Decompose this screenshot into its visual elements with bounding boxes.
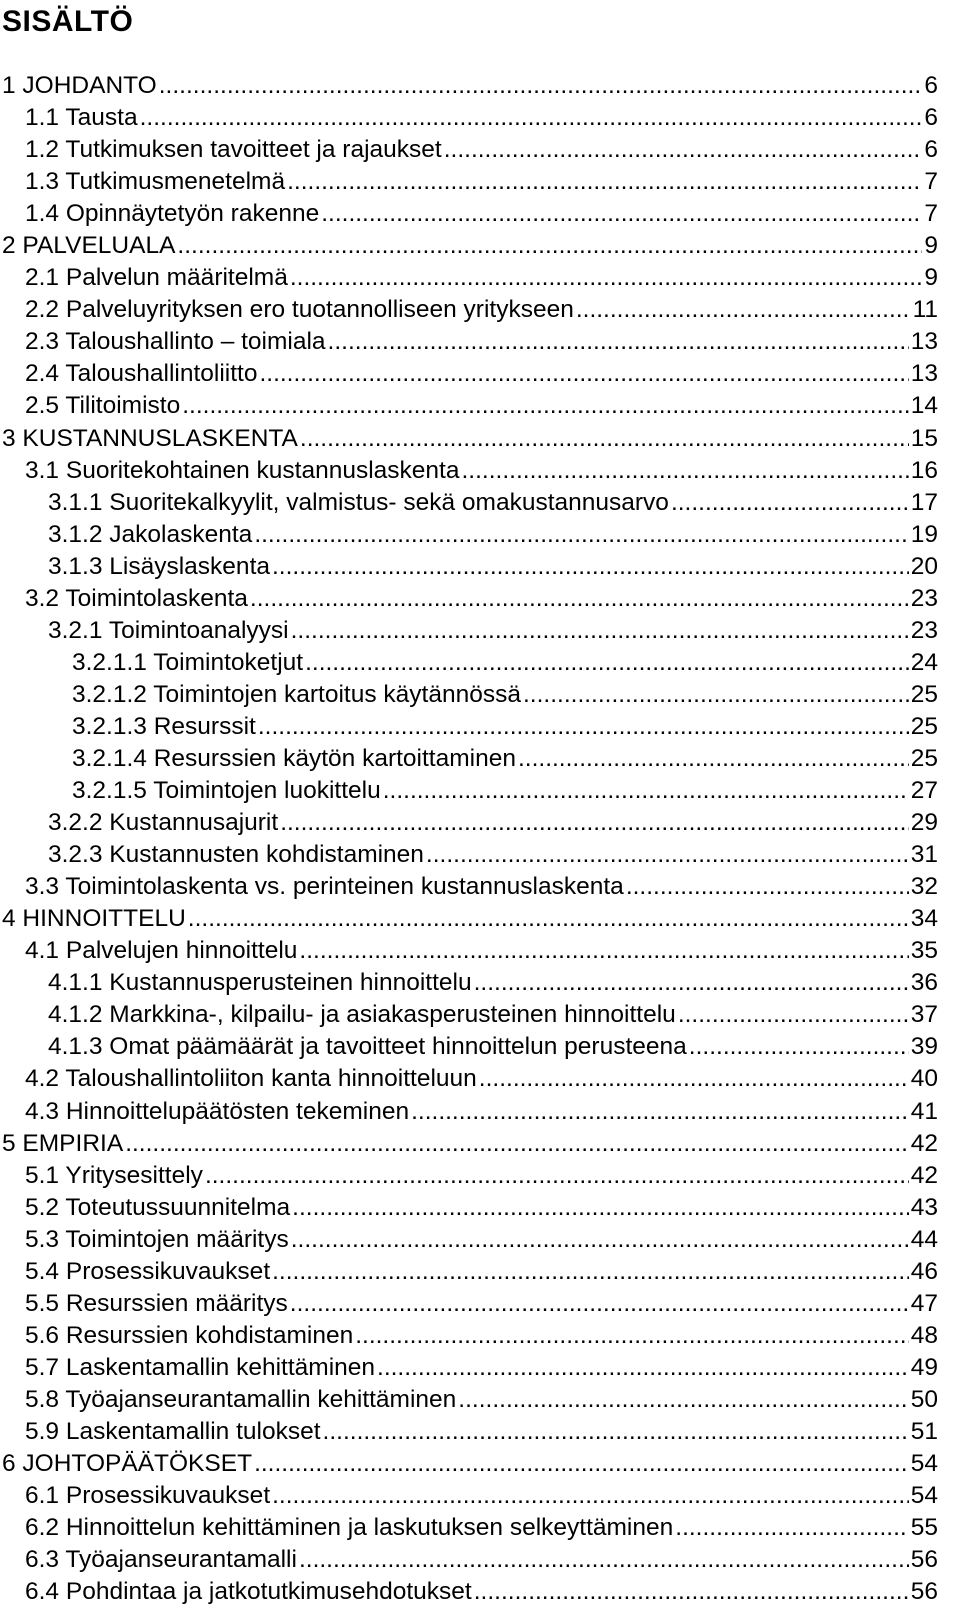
toc-entry-page-number: 7 (924, 200, 938, 228)
dot-leader (290, 1288, 909, 1320)
toc-entry-label: 5.4 Prosessikuvaukset (25, 1257, 271, 1285)
toc-entry-label: 4.1.2 Markkina-, kilpailu- ja asiakasperusteinen hinnoittelu (48, 1001, 676, 1029)
toc-entry[interactable] (0, 455, 938, 487)
toc-entry-label: 3.1 Suoritekohtainen kustannuslaskenta (25, 456, 460, 484)
toc-entry[interactable] (0, 903, 938, 935)
toc-entry-label: 5.5 Resurssien määritys (25, 1289, 288, 1317)
toc-entry-label: 4.1.1 Kustannusperusteinen hinnoittelu (48, 969, 472, 997)
toc-entry-page-number: 13 (910, 360, 938, 388)
toc-entry-page-number: 11 (912, 296, 938, 324)
dot-leader (205, 1160, 909, 1192)
toc-entry-page-number: 36 (910, 969, 938, 997)
toc-entry[interactable] (0, 839, 938, 871)
toc-entry-page-number: 27 (910, 777, 938, 805)
toc-entry-page-number: 9 (924, 232, 938, 260)
toc-entry[interactable] (0, 70, 938, 102)
toc-entry-label: 4.3 Hinnoittelupäätösten tekeminen (25, 1097, 410, 1125)
toc-entry-page-number: 41 (910, 1097, 938, 1125)
dot-leader (626, 871, 909, 903)
toc-entry-label: 6.3 Työajanseurantamalli (25, 1546, 297, 1574)
toc-entry-page-number: 51 (910, 1417, 938, 1445)
toc-entry-label: 3.3 Toimintolaskenta vs. perinteinen kustannuslaskenta (25, 873, 624, 901)
table-of-contents (0, 70, 938, 1608)
toc-entry-label: 1.3 Tutkimusmenetelmä (25, 168, 286, 196)
dot-leader (254, 1448, 909, 1480)
dot-leader (291, 615, 909, 647)
toc-entry[interactable] (0, 711, 938, 743)
toc-entry-page-number: 54 (910, 1482, 938, 1510)
dot-leader (254, 519, 908, 551)
dot-leader (479, 1063, 909, 1095)
toc-entry-page-number: 40 (910, 1065, 938, 1093)
toc-entry[interactable] (0, 230, 938, 262)
toc-entry-label: 5.6 Resurssien kohdistaminen (25, 1321, 354, 1349)
dot-leader (411, 1096, 909, 1128)
toc-entry-label: 4.1.3 Omat päämäärät ja tavoitteet hinnoittelun perusteena (48, 1033, 687, 1061)
toc-entry[interactable] (0, 423, 938, 455)
toc-entry[interactable] (0, 551, 938, 583)
toc-entry[interactable] (0, 358, 938, 390)
dot-leader (159, 70, 923, 102)
toc-entry-page-number: 23 (910, 584, 938, 612)
toc-entry-page-number: 17 (910, 488, 938, 516)
toc-entry-page-number: 13 (910, 328, 938, 356)
toc-entry-page-number: 7 (924, 168, 938, 196)
toc-entry-label: 6.4 Pohdintaa ja jatkotutkimusehdotukset (25, 1578, 472, 1606)
toc-entry[interactable] (0, 294, 938, 326)
toc-entry[interactable] (0, 615, 938, 647)
dot-leader (299, 935, 908, 967)
toc-entry[interactable] (0, 647, 938, 679)
dot-leader (474, 967, 909, 999)
toc-entry-label: 5.3 Toimintojen määritys (25, 1225, 289, 1253)
toc-entry-label: 1.1 Tausta (25, 104, 138, 132)
dot-leader (177, 230, 922, 262)
dot-leader (383, 775, 909, 807)
dot-leader (125, 1128, 909, 1160)
toc-entry-page-number: 56 (910, 1578, 938, 1606)
toc-entry-label: 3.2.1.3 Resurssit (72, 712, 256, 740)
toc-entry-label: 5 EMPIRIA (2, 1129, 124, 1157)
dot-leader (377, 1352, 909, 1384)
dot-leader (299, 1544, 909, 1576)
toc-entry[interactable] (0, 1512, 938, 1544)
toc-entry-label: 1.4 Opinnäytetyön rakenne (25, 200, 320, 228)
dot-leader (258, 711, 909, 743)
toc-entry[interactable] (0, 1192, 938, 1224)
toc-entry[interactable] (0, 583, 938, 615)
toc-entry[interactable] (0, 1480, 938, 1512)
toc-entry[interactable] (0, 519, 938, 551)
dot-leader (305, 647, 909, 679)
dot-leader (426, 839, 909, 871)
dot-leader (444, 134, 923, 166)
toc-entry-page-number: 29 (910, 809, 938, 837)
toc-entry-page-number: 42 (910, 1161, 938, 1189)
dot-leader (188, 903, 909, 935)
toc-entry-label: 6.1 Prosessikuvaukset (25, 1482, 271, 1510)
toc-entry-label: 5.9 Laskentamallin tulokset (25, 1417, 321, 1445)
dot-leader (323, 1416, 909, 1448)
toc-entry-page-number: 9 (924, 264, 938, 292)
toc-entry[interactable] (0, 166, 938, 198)
toc-entry[interactable] (0, 1224, 938, 1256)
toc-entry[interactable] (0, 487, 938, 519)
dot-leader (290, 262, 923, 294)
toc-entry[interactable] (0, 999, 938, 1031)
toc-entry-page-number: 44 (910, 1225, 938, 1253)
toc-entry-label: 3.1.2 Jakolaskenta (48, 520, 253, 548)
toc-entry-page-number: 6 (924, 104, 938, 132)
toc-entry-label: 3.2.1.1 Toimintoketjut (72, 648, 304, 676)
dot-leader (300, 423, 909, 455)
dot-leader (523, 679, 909, 711)
toc-entry-label: 2.5 Tilitoimisto (25, 392, 181, 420)
toc-entry-label: 2 PALVELUALA (2, 232, 176, 260)
toc-entry[interactable] (0, 871, 938, 903)
toc-entry-label: 1 JOHDANTO (2, 72, 157, 99)
toc-entry-label: 3.2.1.2 Toimintojen kartoitus käytännössä (72, 680, 521, 708)
toc-entry-page-number: 48 (910, 1321, 938, 1349)
toc-entry[interactable] (0, 1416, 938, 1448)
toc-entry-page-number: 32 (910, 873, 938, 901)
dot-leader (675, 1512, 908, 1544)
toc-entry-label: 2.4 Taloushallintoliitto (25, 360, 258, 388)
dot-leader (291, 1224, 909, 1256)
dot-leader (355, 1320, 909, 1352)
toc-entry-page-number: 47 (910, 1289, 938, 1317)
toc-entry[interactable] (0, 1448, 938, 1480)
toc-entry-label: 3.2.1.5 Toimintojen luokittelu (72, 777, 381, 805)
toc-entry-page-number: 6 (924, 72, 938, 99)
toc-entry[interactable] (0, 326, 938, 358)
toc-entry-label: 4 HINNOITTELU (2, 905, 186, 933)
dot-leader (259, 358, 908, 390)
toc-entry[interactable] (0, 102, 938, 134)
dot-leader (182, 390, 909, 422)
toc-entry[interactable] (0, 1384, 938, 1416)
toc-entry-label: 4.2 Taloushallintoliiton kanta hinnoitteluun (25, 1065, 477, 1093)
toc-entry-label: 3.2.2 Kustannusajurit (48, 809, 279, 837)
toc-entry-label: 3.2.1 Toimintoanalyysi (48, 616, 289, 644)
toc-entry-page-number: 25 (910, 744, 938, 772)
toc-entry-page-number: 55 (910, 1514, 938, 1542)
dot-leader (140, 102, 923, 134)
toc-entry-page-number: 56 (910, 1546, 938, 1574)
dot-leader (272, 551, 909, 583)
toc-entry-page-number: 20 (910, 552, 938, 580)
toc-entry[interactable] (0, 1352, 938, 1384)
toc-entry[interactable] (0, 1288, 938, 1320)
toc-entry[interactable] (0, 1256, 938, 1288)
toc-entry-page-number: 23 (910, 616, 938, 644)
toc-entry-label: 3.1.1 Suoritekalkyylit, valmistus- sekä omakustannusarvo (48, 488, 669, 516)
dot-leader (689, 1031, 909, 1063)
dot-leader (287, 166, 922, 198)
toc-entry-page-number: 43 (910, 1193, 938, 1221)
toc-entry-label: 2.1 Palvelun määritelmä (25, 264, 288, 292)
toc-entry-label: 3.2.1.4 Resurssien käytön kartoittaminen (72, 744, 516, 772)
toc-entry-label: 5.2 Toteutussuunnitelma (25, 1193, 291, 1221)
toc-entry-label: 2.2 Palveluyrityksen ero tuotannolliseen yritykseen (25, 296, 574, 324)
toc-entry-page-number: 34 (910, 905, 938, 933)
toc-entry[interactable] (0, 1096, 938, 1128)
toc-entry-page-number: 49 (910, 1353, 938, 1381)
toc-entry[interactable] (0, 1576, 938, 1608)
toc-entry[interactable] (0, 262, 938, 294)
dot-leader (272, 1480, 909, 1512)
toc-entry[interactable] (0, 807, 938, 839)
dot-leader (518, 743, 909, 775)
page-title: SISÄLTÖ (2, 5, 134, 38)
toc-entry-page-number: 15 (910, 424, 938, 452)
toc-entry[interactable] (0, 1544, 938, 1576)
toc-entry-label: 5.7 Laskentamallin kehittäminen (25, 1353, 376, 1381)
toc-entry[interactable] (0, 134, 938, 166)
toc-entry-page-number: 14 (910, 392, 938, 420)
toc-entry-label: 3.2.3 Kustannusten kohdistaminen (48, 841, 424, 869)
toc-entry-page-number: 35 (910, 937, 938, 965)
toc-entry-label: 3.1.3 Lisäyslaskenta (48, 552, 270, 580)
toc-entry[interactable] (0, 1320, 938, 1352)
toc-entry-page-number: 24 (910, 648, 938, 676)
toc-entry[interactable] (0, 967, 938, 999)
toc-entry-label: 1.2 Tutkimuksen tavoitteet ja rajaukset (25, 136, 442, 164)
toc-entry[interactable] (0, 775, 938, 807)
dot-leader (462, 455, 909, 487)
dot-leader (250, 583, 909, 615)
dot-leader (292, 1192, 909, 1224)
toc-entry[interactable] (0, 679, 938, 711)
toc-entry-page-number: 37 (910, 1001, 938, 1029)
toc-entry-page-number: 16 (910, 456, 938, 484)
toc-entry-label: 5.8 Työajanseurantamallin kehittäminen (25, 1385, 457, 1413)
toc-entry-page-number: 6 (924, 136, 938, 164)
toc-entry[interactable] (0, 198, 938, 230)
toc-entry-page-number: 39 (910, 1033, 938, 1061)
toc-entry[interactable] (0, 390, 938, 422)
toc-entry[interactable] (0, 1160, 938, 1192)
toc-entry-label: 3.2 Toimintolaskenta (25, 584, 248, 612)
toc-entry-label: 5.1 Yritysesittely (25, 1161, 203, 1189)
dot-leader (671, 487, 909, 519)
dot-leader (321, 198, 922, 230)
toc-entry-label: 6.2 Hinnoittelun kehittäminen ja laskutuksen selkeyttäminen (25, 1514, 674, 1542)
toc-entry[interactable] (0, 1031, 938, 1063)
toc-entry-page-number: 19 (910, 520, 938, 548)
toc-entry-page-number: 25 (910, 712, 938, 740)
toc-entry[interactable] (0, 935, 938, 967)
toc-entry-page-number: 31 (910, 841, 938, 869)
dot-leader (272, 1256, 909, 1288)
dot-leader (576, 294, 911, 326)
toc-entry-label: 6 JOHTOPÄÄTÖKSET (2, 1450, 253, 1478)
toc-entry-label: 4.1 Palvelujen hinnoittelu (25, 937, 298, 965)
dot-leader (678, 999, 909, 1031)
toc-entry[interactable] (0, 1063, 938, 1095)
toc-entry-label: 2.3 Taloushallinto – toimiala (25, 328, 326, 356)
toc-entry[interactable] (0, 1128, 938, 1160)
toc-entry[interactable] (0, 743, 938, 775)
toc-entry-page-number: 50 (910, 1385, 938, 1413)
toc-entry-page-number: 46 (910, 1257, 938, 1285)
dot-leader (474, 1576, 909, 1608)
dot-leader (458, 1384, 908, 1416)
dot-leader (280, 807, 909, 839)
toc-entry-page-number: 42 (910, 1129, 938, 1157)
toc-entry-label: 3 KUSTANNUSLASKENTA (2, 424, 298, 452)
toc-entry-page-number: 54 (910, 1450, 938, 1478)
toc-entry-page-number: 25 (910, 680, 938, 708)
dot-leader (328, 326, 909, 358)
